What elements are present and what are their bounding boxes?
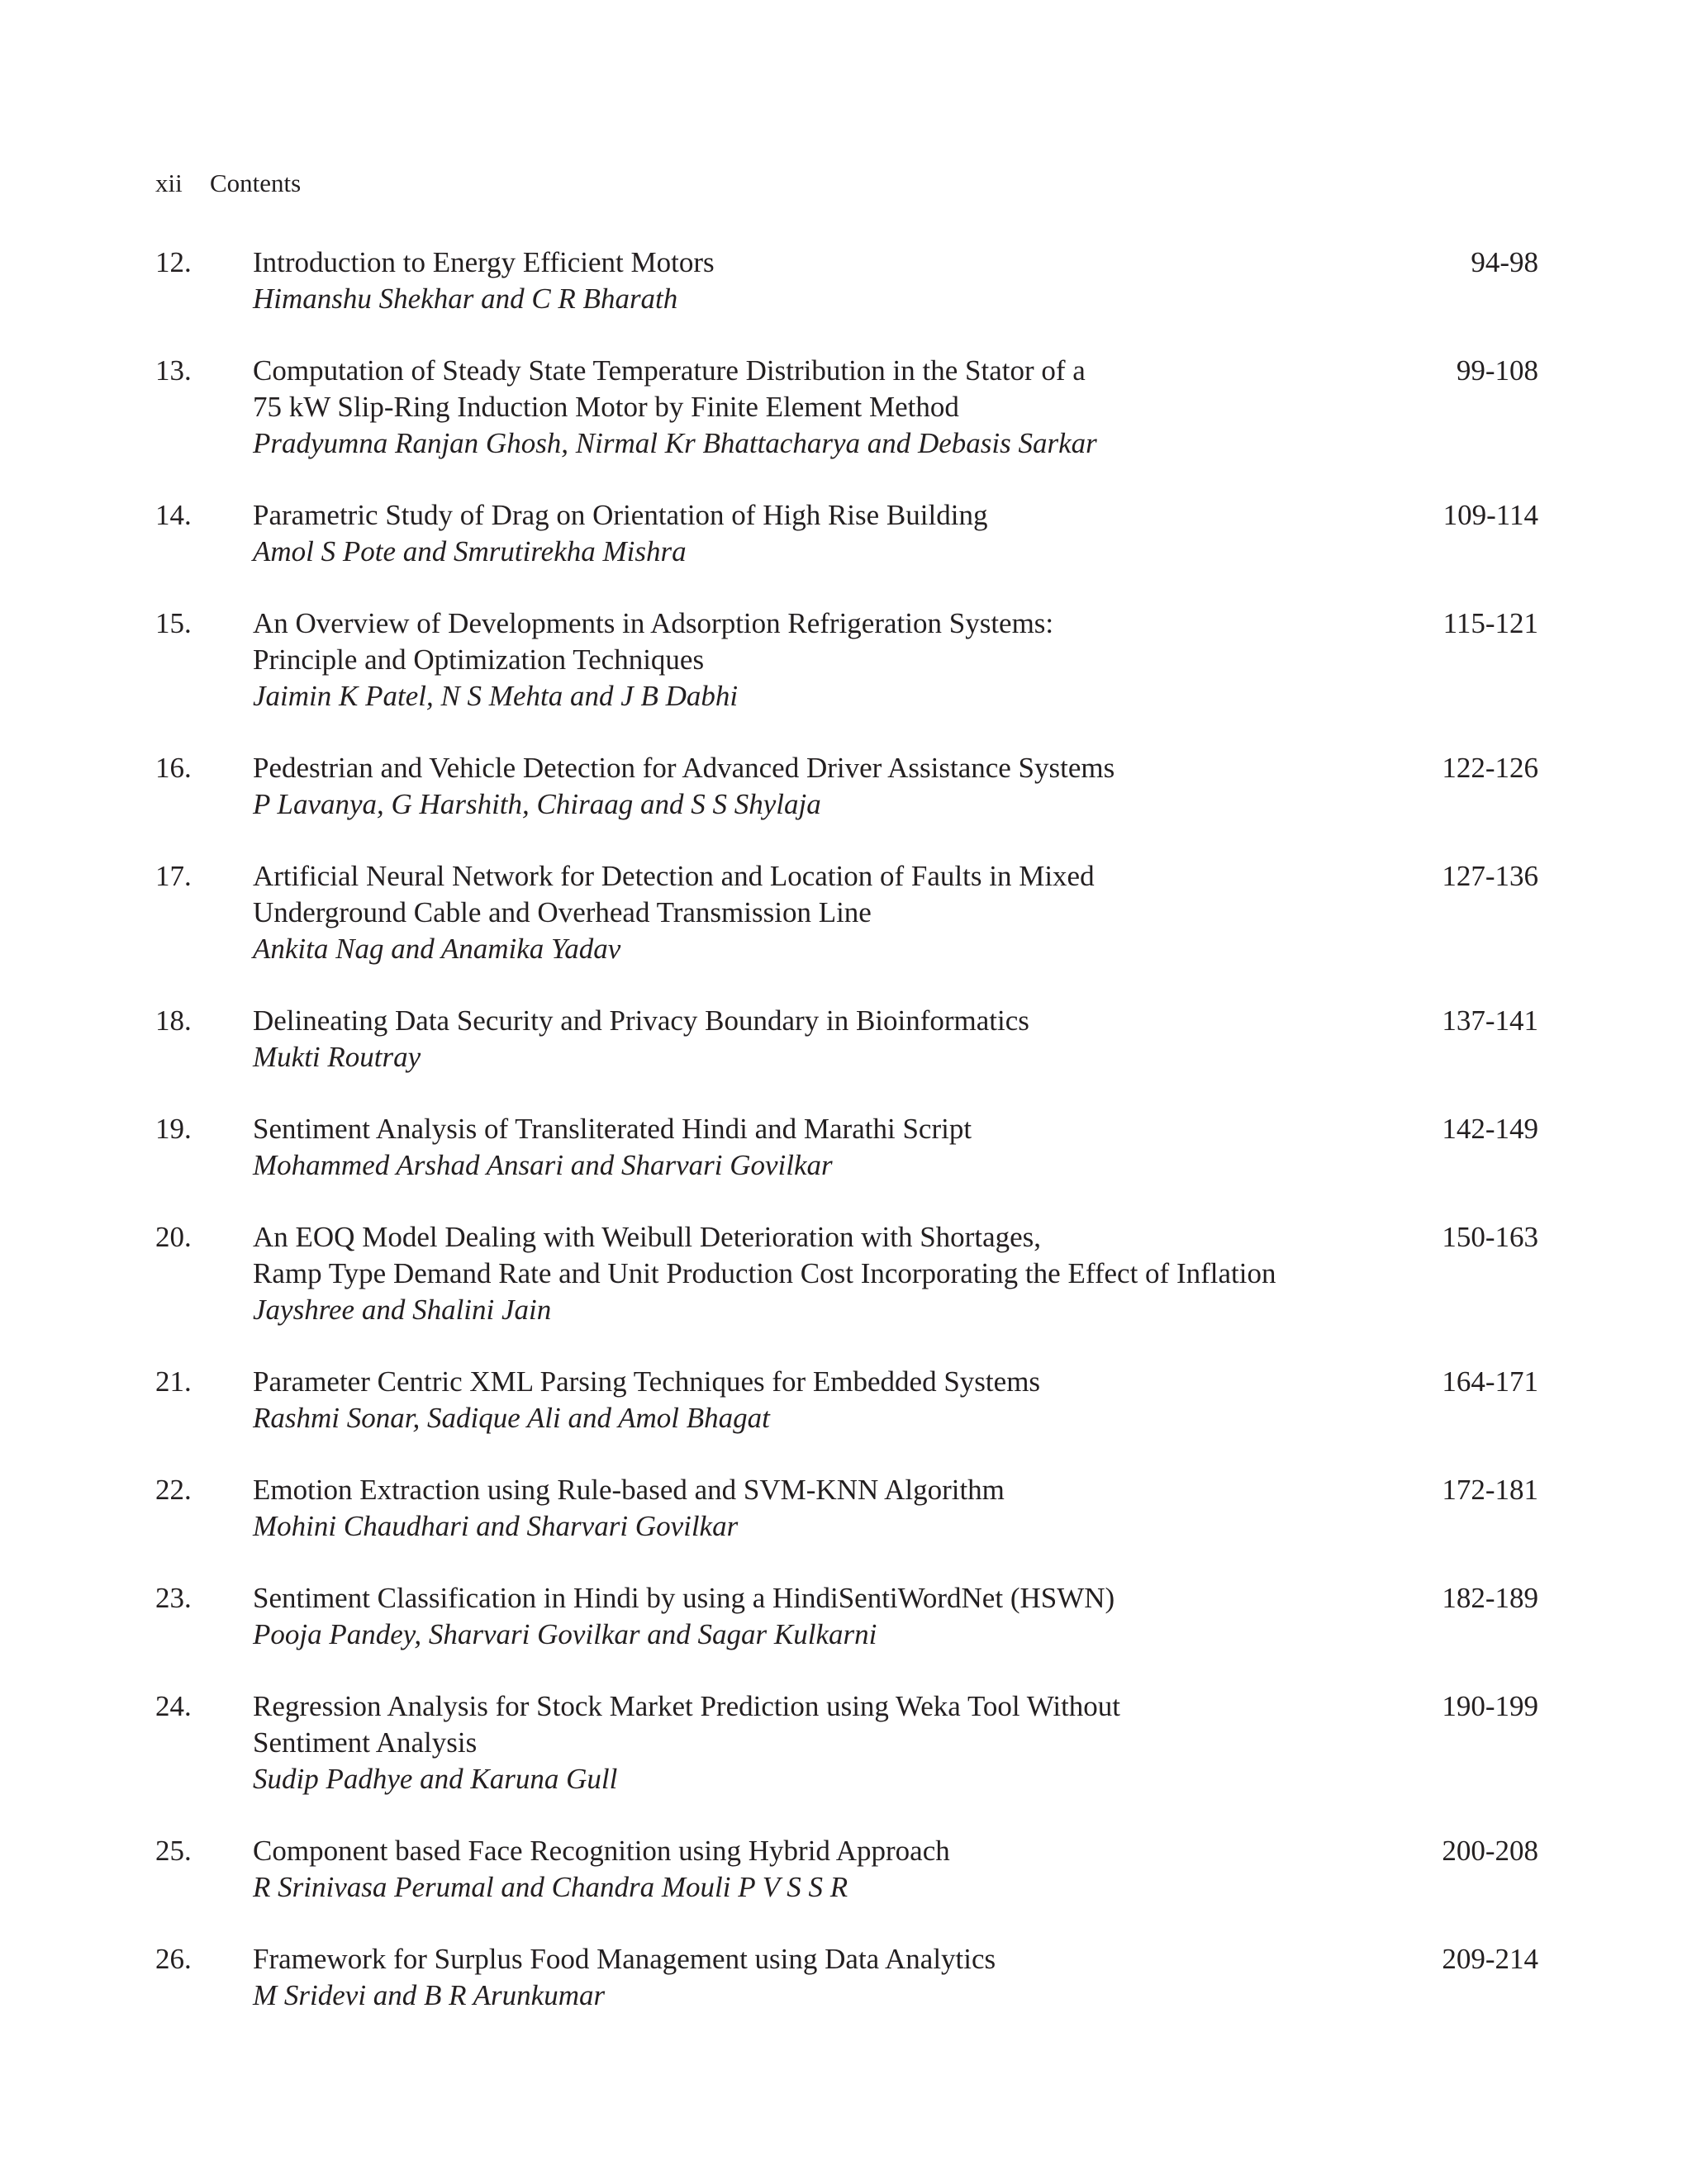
entry-number: 24. <box>155 1690 192 1722</box>
toc-entry <box>155 353 1538 462</box>
entry-body <box>253 1003 1414 1075</box>
entry-title: Computation of Steady State Temperature Distribution in the Stator of a <box>253 354 1086 387</box>
entry-body <box>253 1941 1414 2014</box>
toc-entry <box>155 1003 1538 1075</box>
entry-body <box>253 497 1414 570</box>
entry-title: Sentiment Analysis <box>253 1726 478 1759</box>
entry-authors: R Srinivasa Perumal and Chandra Mouli P V S S R <box>253 1871 848 1903</box>
entry-authors: Mohammed Arshad Ansari and Sharvari Govilkar <box>253 1149 833 1181</box>
entry-authors: Jaimin K Patel, N S Mehta and J B Dabhi <box>253 680 739 712</box>
entry-title: Sentiment Classification in Hindi by using a HindiSentiWordNet (HSWN) <box>253 1582 1115 1614</box>
toc-entry <box>155 605 1538 715</box>
entry-number: 17. <box>155 860 192 892</box>
entry-number: 14. <box>155 499 192 531</box>
toc-entry <box>155 750 1538 823</box>
entry-number: 13. <box>155 354 192 387</box>
entry-authors: Ankita Nag and Anamika Yadav <box>253 933 621 965</box>
entry-page-range: 172-181 <box>1442 1474 1538 1506</box>
entry-authors: M Sridevi and B R Arunkumar <box>253 1979 606 2011</box>
toc-entry <box>155 245 1538 317</box>
entry-authors: Himanshu Shekhar and C R Bharath <box>253 282 678 315</box>
toc-entry <box>155 1688 1538 1797</box>
entry-page-range: 115-121 <box>1442 607 1538 639</box>
entry-body <box>253 1472 1414 1545</box>
entry-body <box>253 353 1414 462</box>
entry-body <box>253 245 1414 317</box>
toc-entry <box>155 1941 1538 2014</box>
running-header <box>155 167 301 200</box>
entry-page-range: 94-98 <box>1471 246 1538 278</box>
entry-authors: Jayshree and Shalini Jain <box>253 1294 552 1326</box>
entry-number: 23. <box>155 1582 192 1614</box>
entry-page-range: 122-126 <box>1442 752 1538 784</box>
entry-page-range: 190-199 <box>1442 1690 1538 1722</box>
entry-body <box>253 1111 1414 1184</box>
entry-title: An Overview of Developments in Adsorption Refrigeration Systems: <box>253 607 1054 639</box>
entry-title: Introduction to Energy Efficient Motors <box>253 246 715 278</box>
toc-entry <box>155 497 1538 570</box>
entry-page-range: 142-149 <box>1442 1113 1538 1145</box>
entry-page-range: 99-108 <box>1456 354 1538 387</box>
entry-title: Artificial Neural Network for Detection and Location of Faults in Mixed <box>253 860 1095 892</box>
entry-title: An EOQ Model Dealing with Weibull Deterioration with Shortages, <box>253 1221 1042 1253</box>
entry-title: 75 kW Slip-Ring Induction Motor by Finite Element Method <box>253 391 959 423</box>
page-number: xii <box>155 169 183 197</box>
entry-body <box>253 1580 1414 1653</box>
toc-entry <box>155 1833 1538 1906</box>
entry-number: 19. <box>155 1113 192 1145</box>
running-title: Contents <box>210 169 302 197</box>
entry-authors: P Lavanya, G Harshith, Chiraag and S S Shylaja <box>253 788 821 820</box>
entry-page-range: 182-189 <box>1442 1582 1538 1614</box>
entry-title: Emotion Extraction using Rule-based and SVM-KNN Algorithm <box>253 1474 1005 1506</box>
entry-page-range: 137-141 <box>1442 1004 1538 1037</box>
toc-entry <box>155 1580 1538 1653</box>
entry-title: Framework for Surplus Food Management using Data Analytics <box>253 1943 996 1975</box>
entry-authors: Pooja Pandey, Sharvari Govilkar and Sagar Kulkarni <box>253 1618 877 1650</box>
toc-entry <box>155 1364 1538 1436</box>
entry-body <box>253 1688 1414 1797</box>
entry-number: 25. <box>155 1835 192 1867</box>
entry-body <box>253 1364 1414 1436</box>
entry-title: Component based Face Recognition using Hybrid Approach <box>253 1835 950 1867</box>
entry-page-range: 109-114 <box>1442 499 1538 531</box>
entry-authors: Pradyumna Ranjan Ghosh, Nirmal Kr Bhattacharya and Debasis Sarkar <box>253 427 1097 459</box>
entry-page-range: 150-163 <box>1442 1221 1538 1253</box>
entry-authors: Mukti Routray <box>253 1041 421 1073</box>
entry-body <box>253 1833 1414 1906</box>
entry-body <box>253 1219 1414 1328</box>
entry-number: 16. <box>155 752 192 784</box>
entry-number: 15. <box>155 607 192 639</box>
entry-authors: Sudip Padhye and Karuna Gull <box>253 1763 618 1795</box>
entry-page-range: 127-136 <box>1442 860 1538 892</box>
entry-number: 22. <box>155 1474 192 1506</box>
entry-authors: Rashmi Sonar, Sadique Ali and Amol Bhagat <box>253 1402 770 1434</box>
entry-number: 20. <box>155 1221 192 1253</box>
toc-entry <box>155 1472 1538 1545</box>
entry-title: Pedestrian and Vehicle Detection for Advanced Driver Assistance Systems <box>253 752 1115 784</box>
entry-number: 21. <box>155 1365 192 1398</box>
entry-title: Parametric Study of Drag on Orientation of High Rise Building <box>253 499 988 531</box>
toc-entry <box>155 1219 1538 1328</box>
entry-title: Parameter Centric XML Parsing Techniques for Embedded Systems <box>253 1365 1041 1398</box>
entry-title: Principle and Optimization Techniques <box>253 643 705 676</box>
toc-entry <box>155 858 1538 967</box>
entry-page-range: 209-214 <box>1442 1943 1538 1975</box>
entry-number: 26. <box>155 1943 192 1975</box>
entry-title: Ramp Type Demand Rate and Unit Production Cost Incorporating the Effect of Inflation <box>253 1257 1276 1289</box>
entry-number: 18. <box>155 1004 192 1037</box>
entry-title: Regression Analysis for Stock Market Prediction using Weka Tool Without <box>253 1690 1121 1722</box>
entry-page-range: 164-171 <box>1442 1365 1538 1398</box>
entry-title: Delineating Data Security and Privacy Boundary in Bioinformatics <box>253 1004 1029 1037</box>
entry-title: Underground Cable and Overhead Transmission Line <box>253 896 872 928</box>
entry-body <box>253 605 1414 715</box>
entry-authors: Mohini Chaudhari and Sharvari Govilkar <box>253 1510 739 1542</box>
entry-number: 12. <box>155 246 192 278</box>
toc-entry <box>155 1111 1538 1184</box>
entry-authors: Amol S Pote and Smrutirekha Mishra <box>253 535 687 567</box>
entry-body <box>253 858 1414 967</box>
table-of-contents <box>155 245 1538 2049</box>
entry-title: Sentiment Analysis of Transliterated Hindi and Marathi Script <box>253 1113 972 1145</box>
entry-page-range: 200-208 <box>1442 1835 1538 1867</box>
entry-body <box>253 750 1414 823</box>
